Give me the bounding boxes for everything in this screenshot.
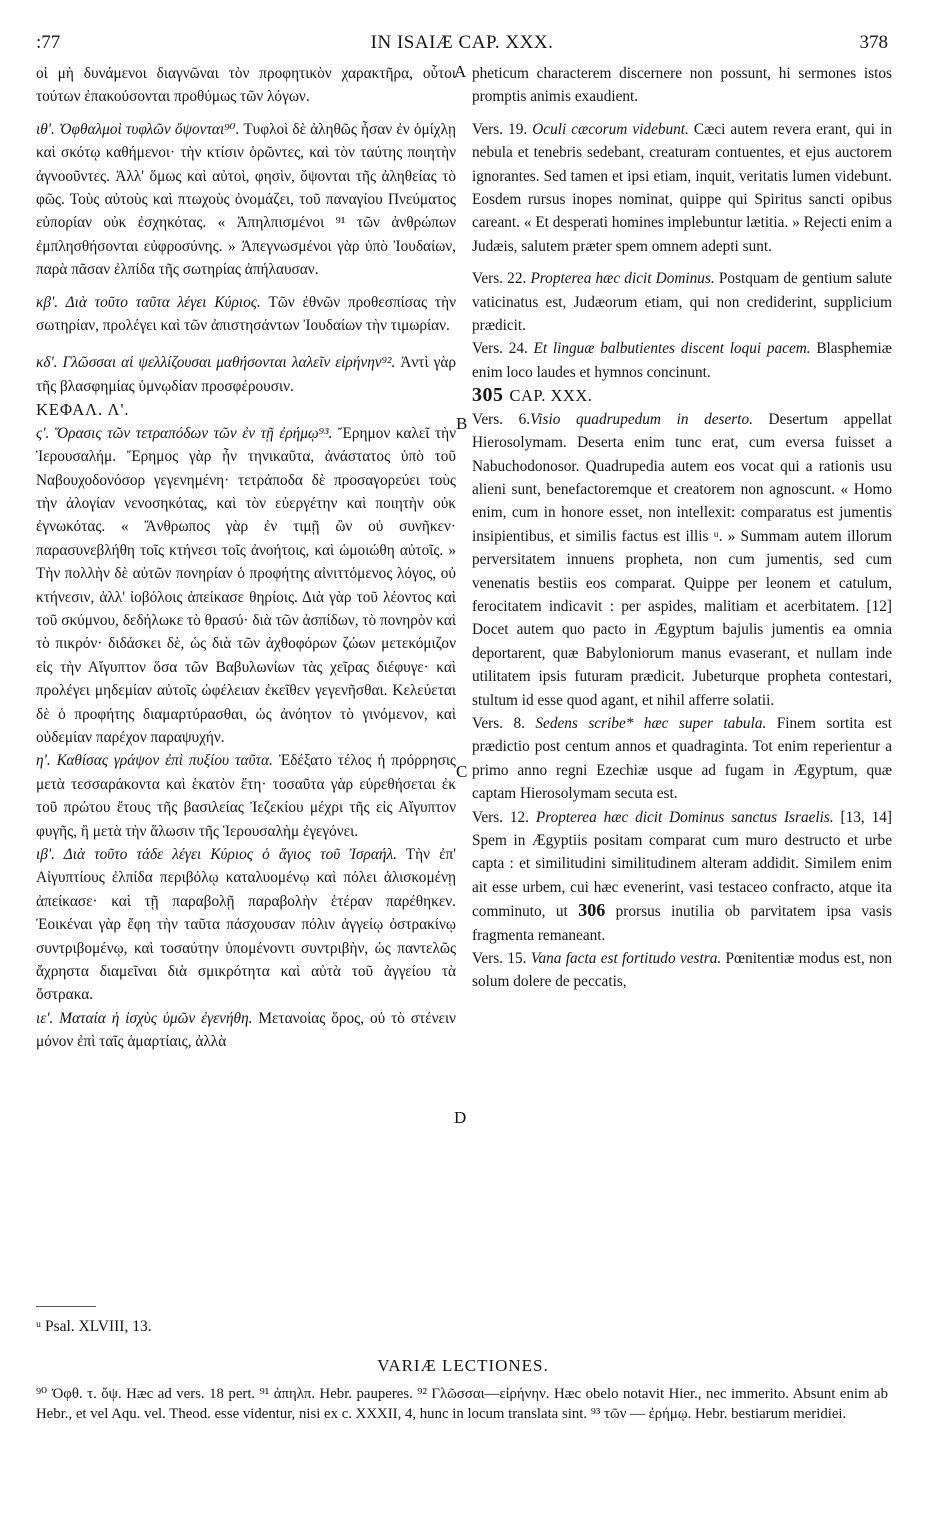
- chapter-heading-greek: ΚΕΦΑΛ. Λ'.: [36, 400, 130, 420]
- greek-paragraph: κδ'. Γλῶσσαι αἱ ψελλίζουσαι μαθήσονται λαλεῖν εἰρήνην⁹². Ἀντὶ γὰρ τῆς βλασφημίας ὑμνῳδίαν προσφέρουσιν.: [36, 354, 456, 395]
- verse-number: Vers. 12.: [472, 808, 529, 826]
- latin-paragraph: Vers. 22. Propterea hæc dicit Dominus. Postquam de gentium salute vaticinatus est, Judæorum etiam, qui non crediderint, supplicium prædicit.: [472, 270, 892, 335]
- greek-paragraph: οἱ μὴ δυνάμενοι διαγνῶναι τὸν προφητικὸν χαρακτῆρα, οὗτοι τούτων ἐπακούσονται προθύμως τῶν λόγων.: [36, 65, 456, 106]
- verse-number: Vers. 19.: [472, 120, 528, 138]
- page-number-right: 378: [859, 32, 888, 53]
- running-header: [36, 32, 888, 58]
- chapter-heading-latin: 305 CAP. XXX.: [472, 384, 593, 407]
- page-number-left: :77: [36, 32, 61, 53]
- latin-paragraph: Vers. 12. Propterea hæc dicit Dominus sanctus Israelis. [13, 14] Spem in Ægyptiis positam comparat cum muro destructo et urbe capta : et similitudini similitudinem alteram addidit. Similem enim ait esse urbem, cui hæc evenerint, vasi testaceo confracto, atque ita comminuto, ut 306 prorsus inutilia ob parvitatem ipsa vasis fragmenta remaneant.: [472, 808, 892, 944]
- verse-number: Vers. 6.: [472, 410, 531, 428]
- verse-lemma: Visio quadrupedum in deserto.: [530, 410, 753, 428]
- greek-paragraph: κβ'. Διὰ τοῦτο ταῦτα λέγει Κύριος. Τῶν ἐθνῶν προθεσπίσας τὴν σωτηρίαν, προλέγει καὶ τῶν ἀπιστησάντων Ἰουδαίων τὴν τιμωρίαν.: [36, 293, 456, 335]
- column-number-marker: 306: [578, 900, 606, 921]
- verse-lemma: Sedens scribe* hæc super tabula.: [524, 714, 767, 732]
- verse-number: Vers. 24.: [472, 340, 528, 358]
- verse-lemma: ιθ'. Ὀφθαλμοὶ τυφλῶν ὄψονται⁹⁰.: [36, 120, 240, 138]
- verse-lemma: Propterea hæc dicit Dominus.: [526, 270, 715, 288]
- verse-lemma: κβ'. Διὰ τοῦτο ταῦτα λέγει Κύριος.: [36, 293, 261, 311]
- margin-marker-c: C: [456, 762, 468, 781]
- latin-paragraph: Vers. 24. Et linguæ balbutientes discent loqui pacem. Blasphemiæ enim loco laudes et hymnos concinunt.: [472, 340, 892, 381]
- latin-paragraph: pheticum characterem discernere non possunt, hi sermones istos promptis animis exaudient.: [472, 65, 892, 106]
- verse-lemma: ιβ'. Διὰ τοῦτο τάδε λέγει Κύριος ὁ ἅγιος τοῦ Ἰσραήλ.: [36, 846, 397, 863]
- margin-marker-b: B: [456, 414, 468, 433]
- greek-paragraph: ιθ'. Ὀφθαλμοὶ τυφλῶν ὄψονται⁹⁰. Τυφλοὶ δὲ ἀληθῶς ἦσαν ἐν ὁμίχλῃ καὶ σκότῳ καθήμενοι· τὴν κτίσιν ὁρῶντες, καὶ τὸν ταύτης ποιητὴν ἀγνοοῦντες. Ἀλλ' ὅμως καὶ αὐτοὶ, φησὶν, ὄψονται τῆς ἀληθείας τὸ φῶς. Τοὺς αὐτοὺς καὶ πτωχοὺς ὀνομάζει, τοῦ παναγίου Πνεύματος εὐπορίαν οὐκ ἐσχηκότας. « Ἀπηλπισμένοι ⁹¹ τῶν ἀνθρώπων ἐμπλησθήσονται εὐφροσύνης. » Ἀπεγνωσμένοι γὰρ ὑπὸ Ἰουδαίων, παρὰ πᾶσαν ἐλπίδα τῆς σωτηρίας ἀπήλαυσαν.: [36, 120, 456, 279]
- margin-marker-a: A: [454, 62, 467, 81]
- column-number-marker: 305: [472, 384, 504, 407]
- variae-lectiones-text: ⁹⁰ Ὀφθ. τ. ὄψ. Hæc ad vers. 18 pert. ⁹¹ ἀπηλπ. Hebr. pauperes. ⁹² Γλῶσσαι—εἰρήνην. Hæc obelo notavit Hier., nec immerito. Absunt enim ab Hebr., et vel Aqu. vel. Theod. esse videntur, nisi ex c. XXXII, 4, hunc in locum translata sint. ⁹³ τῶν — ἐρήμῳ. Hebr. bestiarum meridiei.: [36, 1386, 888, 1422]
- footnote-rule: [36, 1306, 96, 1307]
- verse-lemma: κδ'. Γλῶσσαι αἱ ψελλίζουσαι μαθήσονται λαλεῖν εἰρήνην⁹².: [36, 354, 396, 372]
- verse-lemma: Et linguæ balbutientes discent loqui pacem.: [527, 340, 811, 358]
- greek-column: [36, 62, 456, 1054]
- verse-lemma: η'. Καθίσας γράψον ἐπὶ πυξίου ταῦτα.: [36, 752, 273, 770]
- greek-paragraph: ιε'. Ματαία ἡ ἰσχὺς ὑμῶν ἐγενήθη. Μετανοίας ὅρος, οὐ τὸ στένειν μόνον ἐπὶ ταῖς ἁμαρτίαις, ἀλλὰ: [36, 1009, 456, 1051]
- latin-paragraph: Vers. 8. Sedens scribe* hæc super tabula. Finem sortita est prædictio post centum annos et quadraginta. Tot enim reperientur a primo anno regni Ezechiæ usque ad fugam in Ægyptum, quæ captam Hierosolymam secuta est.: [472, 714, 893, 803]
- latin-paragraph: Vers. 6.Visio quadrupedum in deserto. Desertum appellat Hierosolymam. Deserta enim tunc erat, cum eversa fuisset a Nabuchodonosor. Quadrupedia autem eos vocat qui a rationis usu alieni sunt, benefactoremque et creatorem non agnoscunt. « Homo enim, cum in honore esset, non intellexit: comparatus est jumentis insipientibus, et similis factus est illis ᵘ. » Summam autem illorum perversitatem innuens propheta, non cum jumentis, sed cum venenatis bestiis eos comparat. Quippe per leonem et catulum, ferocitatem indicavit : per aspides, malitiam et acerbitatem. [12] Docet autem quo pacto in Ægyptum bajulis jumentis ea omnia deportarent, quæ Babyloniorum manus evaserant, et nullam inde utilitatem ipsis futuram prædicit. Jubeturque propheta contestari, stultum id esse quod agant, et nihil afferre solatii.: [472, 410, 892, 709]
- verse-number: Vers. 15.: [472, 950, 527, 968]
- greek-paragraph: ιβ'. Διὰ τοῦτο τάδε λέγει Κύριος ὁ ἅγιος τοῦ Ἰσραήλ. Τὴν ἐπ' Αἰγυπτίους ἐλπίδα περιβόλῳ καταλυομένῳ καὶ πόλει ἁλισκομένῃ ἀπείκασε· καὶ τῇ παραβολῇ παραβολὴν ἑτέραν παρέθηκεν. Ἐοικέναι γὰρ ἔφη τὴν ταῦτα πάσχουσαν πόλιν ἀγγείῳ ὀστρακίνῳ συντριβομένῳ, καὶ τοσαύτην ὑπομένοντι συντριβὴν, ὡς παντελῶς ἄχρηστα διαμεῖναι διὰ σμικρότητα καὶ αὐτὰ τοῦ ἀγγείου τὰ ὄστρακα.: [36, 846, 456, 1004]
- greek-paragraph: η'. Καθίσας γράψον ἐπὶ πυξίου ταῦτα. Ἐδέξατο τέλος ἡ πρόρρησις μετὰ τεσσαράκοντα καὶ ἑκατὸν ἔτη· τοσαῦτα γὰρ εὑρεθήσεται ἐκ τοῦ πρώτου ἔτους τῆς βασιλείας Ἰεζεκίου μέχρι τῆς εἰς Αἴγυπτον φυγῆς, ἢ μετὰ τὴν ἅλωσιν τῆς Ἱερουσαλὴμ ἐγεγόνει.: [36, 752, 456, 840]
- verse-number: Vers. 8.: [472, 714, 525, 732]
- footnote: ᵘ Psal. XLVIII, 13.: [36, 1318, 152, 1335]
- running-title: IN ISAIÆ CAP. XXX.: [370, 32, 554, 53]
- margin-marker-d: D: [454, 1108, 467, 1127]
- verse-lemma: Oculi cæcorum videbunt.: [527, 120, 689, 138]
- verse-lemma: Propterea hæc dicit Dominus sanctus Israelis.: [529, 808, 834, 826]
- verse-lemma: ιε'. Ματαία ἡ ἰσχὺς ὑμῶν ἐγενήθη.: [36, 1009, 253, 1027]
- verse-lemma: ς'. Ὅρασις τῶν τετραπόδων τῶν ἐν τῇ ἐρήμῳ⁹³.: [36, 424, 333, 442]
- greek-paragraph: ς'. Ὅρασις τῶν τετραπόδων τῶν ἐν τῇ ἐρήμῳ⁹³. Ἔρημον καλεῖ τὴν Ἱερουσαλήμ. Ἔρημος γὰρ ἦν τηνικαῦτα, ἀνάστατος ὑπὸ τοῦ Ναβουχοδονόσορ γεγενημένη· τετράποδα δὲ προσαγορεύει τοὺς τὴν ἀλογίαν νενοσηκότας, καὶ τὸν εὐεργέτην καὶ ποιητὴν οὐκ ἐγνωκότας. « Ἄνθρωπος γὰρ ἐν τιμῇ ὢν οὐ συνῆκεν· παρασυνεβλήθη τοῖς κτήνεσι τοῖς ἀνοήτοις, καὶ ὡμοιώθη αὐτοῖς. » Τὴν πολλὴν δὲ αὐτῶν πονηρίαν ὁ προφήτης αἰνιττόμενος λόγος, οὐ κτήνεσιν, ἀλλ' ἰοβόλοις ἀπείκασε θηρίοις. Διὰ γὰρ τοῦ λέοντος καὶ τοῦ σκύμνου, δεδήλωκε τὸ θρασύ· διὰ τῶν ἀσπίδων, τὸ πονηρὸν καὶ τὸ πικρόν· διδάσκει δὲ, ὡς διὰ τῶν ἀχθοφόρων ζώων μετεκόμιζον εἰς τὴν Αἴγυπτον ὅσα τῶν Βαβυλωνίων τὰς χεῖρας διέφυγε· καὶ προλέγει μηδεμίαν αὐτοῖς ὠφέλειαν ἐκεῖθεν γεγενῆσθαι. Κελεύεται δὲ ὁ προφήτης διαμαρτύρασθαι, ὡς ἀνόητον τὸ γινόμενον, καὶ οὐδεμίαν παρέχον παραψυχήν.: [36, 424, 457, 746]
- latin-paragraph: Vers. 19. Oculi cæcorum videbunt. Cæci autem revera erant, qui in nebula et tenebris sedebant, creaturam contuentes, et ejus auctorem ignorantes. Sed tamen et ipsi etiam, inquit, veritatis lumen videbunt. Eosdem rursus inopes nominat, quippe qui Spiritus sancti opibus careant. « Et desperati homines implebuntur lætitia. » Rejecti enim a Judæis, salutem præter spem omnem adepti sunt.: [472, 120, 892, 255]
- variae-lectiones-heading: VARIÆ LECTIONES.: [377, 1356, 549, 1375]
- verse-lemma: Vana facta est fortitudo vestra.: [526, 950, 722, 968]
- latin-paragraph: Vers. 15. Vana facta est fortitudo vestra. Pœnitentiæ modus est, non solum dolere de peccatis,: [472, 950, 892, 991]
- verse-number: Vers. 22.: [472, 270, 527, 288]
- latin-column: [472, 62, 892, 994]
